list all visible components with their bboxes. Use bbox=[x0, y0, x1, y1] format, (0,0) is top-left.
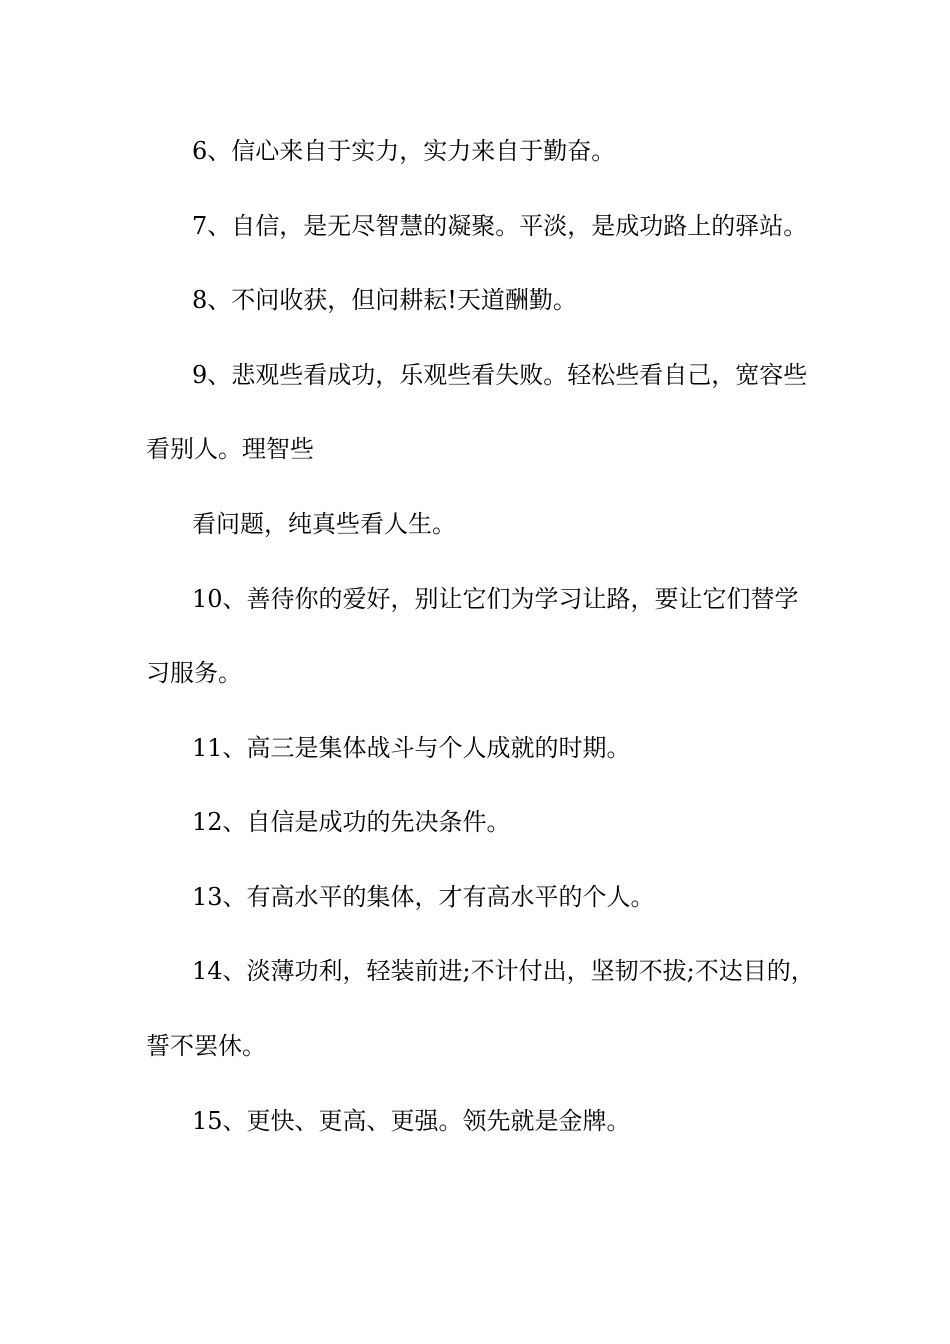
text-line-quote-9-cont-2: 看问题，纯真些看人生。 bbox=[192, 510, 456, 538]
text-line-quote-9: 9、悲观些看成功，乐观些看失败。轻松些看自己，宽容些 bbox=[192, 361, 808, 389]
text-line-quote-10-cont: 习服务。 bbox=[146, 659, 242, 687]
text-line-quote-14-cont: 誓不罢休。 bbox=[146, 1032, 266, 1060]
text-line-quote-10: 10、善待你的爱好，别让它们为学习让路，要让它们替学 bbox=[192, 585, 799, 613]
text-line-quote-8: 8、不问收获，但问耕耘!天道酬勤。 bbox=[192, 286, 577, 314]
text-line-quote-9-cont: 看别人。理智些 bbox=[146, 435, 314, 463]
text-line-quote-6: 6、信心来自于实力，实力来自于勤奋。 bbox=[192, 137, 616, 165]
text-line-quote-14: 14、淡薄功利，轻装前进;不计付出，坚韧不拔;不达目的， bbox=[192, 957, 815, 985]
text-line-quote-15: 15、更快、更高、更强。领先就是金牌。 bbox=[192, 1107, 631, 1135]
text-line-quote-13: 13、有高水平的集体，才有高水平的个人。 bbox=[192, 883, 655, 911]
text-line-quote-12: 12、自信是成功的先决条件。 bbox=[192, 808, 511, 836]
text-line-quote-11: 11、高三是集体战斗与个人成就的时期。 bbox=[192, 734, 631, 762]
text-line-quote-7: 7、自信，是无尽智慧的凝聚。平淡，是成功路上的驿站。 bbox=[192, 212, 808, 240]
